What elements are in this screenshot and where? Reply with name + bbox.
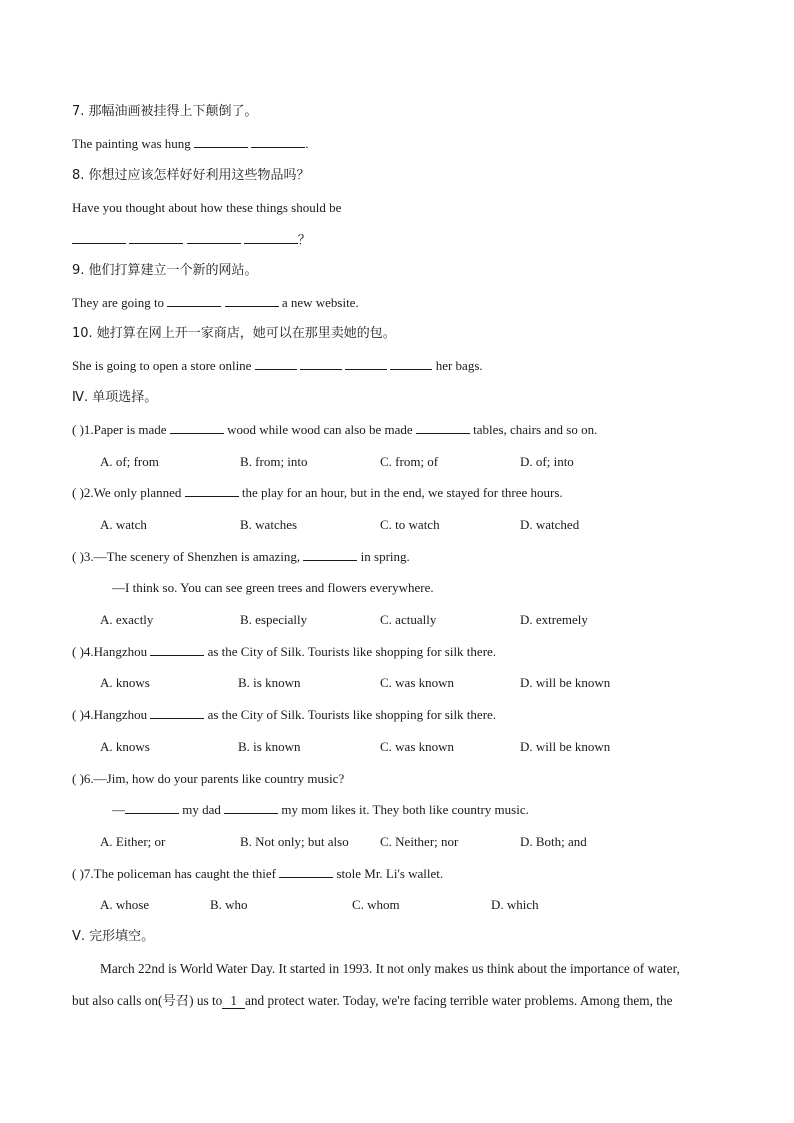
mcq-6-end: my mom likes it. They both like country music.	[281, 802, 529, 817]
mcq-4-option-c[interactable]: C. was known	[380, 675, 455, 690]
answer-blank[interactable]	[185, 485, 239, 497]
answer-blank[interactable]	[345, 358, 387, 370]
q8-english: Have you thought about how these things should be	[72, 200, 342, 215]
mcq-1-option-a[interactable]: A. of; from	[100, 454, 159, 469]
mcq-5-option-d[interactable]: D. will be known	[520, 739, 611, 754]
mcq-2-end: the play for an hour, but in the end, we stayed for three hours.	[241, 485, 563, 500]
mcq-2-stem	[72, 485, 563, 501]
mcq-5-option-b[interactable]: B. is known	[238, 739, 301, 754]
q10-english	[72, 358, 483, 374]
mcq-6-stem: ( )6.—Jim, how do your parents like country music?	[72, 771, 345, 786]
cloze-line-2-prefix: but also calls on(号召) us to	[72, 993, 223, 1008]
q10-chinese: 10. 她打算在网上开一家商店，她可以在那里卖她的包。	[72, 326, 396, 341]
answer-blank[interactable]	[225, 295, 279, 307]
mcq-6-mid: my dad	[182, 802, 221, 817]
answer-blank[interactable]	[244, 232, 298, 244]
cloze-blank-1[interactable]: 1	[222, 994, 245, 1009]
mcq-1-mid: wood while wood can also be made	[227, 422, 413, 437]
section-4-title: Ⅳ. 单项选择。	[72, 390, 158, 405]
mcq-1-stem	[72, 422, 597, 438]
answer-blank[interactable]	[251, 136, 305, 148]
q8-blanks	[72, 232, 311, 249]
q7-chinese: 7. 那幅油画被挂得上下颠倒了。	[72, 104, 258, 119]
answer-blank[interactable]	[170, 422, 224, 434]
mcq-7-option-b[interactable]: B. who	[210, 897, 248, 912]
mcq-6-option-c[interactable]: C. Neither; nor	[380, 834, 459, 849]
answer-blank[interactable]	[255, 358, 297, 370]
mcq-2-option-b[interactable]: B. watches	[240, 517, 298, 532]
mcq-6-line2	[112, 802, 529, 818]
mcq-4-option-b[interactable]: B. is known	[238, 675, 301, 690]
mcq-7-option-d[interactable]: D. which	[491, 897, 539, 912]
q9-suffix: a new website.	[281, 295, 359, 310]
answer-blank[interactable]	[150, 707, 204, 719]
answer-blank[interactable]	[300, 358, 342, 370]
mcq-1-end: tables, chairs and so on.	[473, 422, 598, 437]
q10-suffix: her bags.	[435, 358, 483, 373]
mcq-3-line2: —I think so. You can see green trees and flowers everywhere.	[112, 580, 434, 595]
q9-prefix: They are going to	[72, 295, 165, 310]
mcq-5-option-a[interactable]: A. knows	[100, 739, 150, 754]
mcq-3-option-c[interactable]: C. actually	[380, 612, 437, 627]
mcq-4-end: as the City of Silk. Tourists like shopping for silk there.	[207, 644, 497, 659]
mcq-2-stem-text: ( )2.We only planned	[72, 485, 182, 500]
answer-blank[interactable]	[187, 232, 241, 244]
cloze-line-2-suffix: and protect water. Today, we're facing terrible water problems. Among them, the	[244, 993, 673, 1008]
answer-blank[interactable]	[150, 644, 204, 656]
mcq-3-stem	[72, 549, 410, 565]
mcq-6-option-b[interactable]: B. Not only; but also	[240, 834, 349, 849]
mcq-4-stem-text: ( )4.Hangzhou	[72, 644, 148, 659]
answer-blank[interactable]	[416, 422, 470, 434]
mcq-2-option-c[interactable]: C. to watch	[380, 517, 440, 532]
mcq-7-end: stole Mr. Li's wallet.	[336, 866, 444, 881]
mcq-4-stem	[72, 644, 496, 660]
mcq-5-option-c[interactable]: C. was known	[380, 739, 455, 754]
mcq-3-option-a[interactable]: A. exactly	[100, 612, 154, 627]
section-5-title: Ⅴ. 完形填空。	[72, 929, 155, 944]
q8-end: ？	[297, 233, 311, 248]
mcq-6-dash: —	[112, 802, 125, 817]
answer-blank[interactable]	[129, 232, 183, 244]
cloze-line-1: March 22nd is World Water Day. It started in 1993. It not only makes us think about the importance of water,	[100, 961, 680, 976]
q9-english	[72, 295, 359, 311]
mcq-3-end: in spring.	[360, 549, 410, 564]
mcq-7-stem	[72, 866, 443, 882]
cloze-line-2	[72, 993, 673, 1009]
answer-blank[interactable]	[390, 358, 432, 370]
q7-english	[72, 136, 309, 152]
mcq-1-option-c[interactable]: C. from; of	[380, 454, 439, 469]
answer-blank[interactable]	[72, 232, 126, 244]
mcq-3-option-b[interactable]: B. especially	[240, 612, 308, 627]
answer-blank[interactable]	[125, 802, 179, 814]
mcq-2-option-d[interactable]: D. watched	[520, 517, 580, 532]
mcq-1-option-b[interactable]: B. from; into	[240, 454, 308, 469]
mcq-7-option-a[interactable]: A. whose	[100, 897, 150, 912]
q10-prefix: She is going to open a store online	[72, 358, 252, 373]
mcq-5-stem-text: ( )4.Hangzhou	[72, 707, 148, 722]
answer-blank[interactable]	[279, 866, 333, 878]
q7-prefix: The painting was hung	[72, 136, 191, 151]
mcq-7-option-c[interactable]: C. whom	[352, 897, 400, 912]
mcq-2-option-a[interactable]: A. watch	[100, 517, 147, 532]
answer-blank[interactable]	[194, 136, 248, 148]
answer-blank[interactable]	[224, 802, 278, 814]
mcq-6-option-a[interactable]: A. Either; or	[100, 834, 166, 849]
q9-chinese: 9. 他们打算建立一个新的网站。	[72, 263, 258, 278]
answer-blank[interactable]	[303, 549, 357, 561]
q8-chinese: 8. 你想过应该怎样好好利用这些物品吗？	[72, 168, 310, 183]
mcq-1-stem-text: ( )1.Paper is made	[72, 422, 167, 437]
mcq-4-option-d[interactable]: D. will be known	[520, 675, 611, 690]
mcq-3-stem-text: ( )3.—The scenery of Shenzhen is amazing,	[72, 549, 301, 564]
mcq-7-stem-text: ( )7.The policeman has caught the thief	[72, 866, 276, 881]
q7-end: .	[305, 136, 309, 151]
mcq-5-stem	[72, 707, 496, 723]
mcq-1-option-d[interactable]: D. of; into	[520, 454, 574, 469]
mcq-6-option-d[interactable]: D. Both; and	[520, 834, 587, 849]
answer-blank[interactable]	[167, 295, 221, 307]
mcq-5-end: as the City of Silk. Tourists like shopping for silk there.	[207, 707, 497, 722]
mcq-3-option-d[interactable]: D. extremely	[520, 612, 588, 627]
mcq-4-option-a[interactable]: A. knows	[100, 675, 150, 690]
